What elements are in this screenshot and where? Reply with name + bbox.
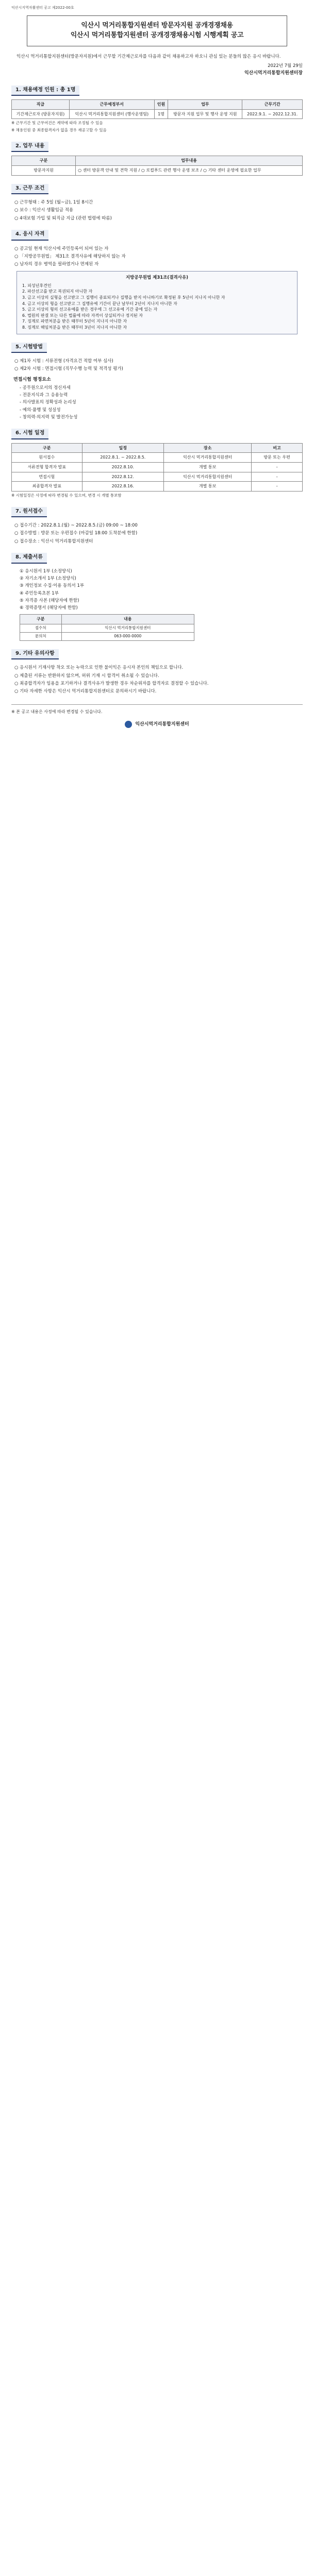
list-item: ○ 접수방법 : 방문 또는 우편접수 (마감일 18:00 도착분에 한함) bbox=[14, 531, 138, 536]
table-header: 근무기간 bbox=[242, 100, 303, 110]
list-item: ○ 제출된 서류는 반환하지 않으며, 허위 기재 시 합격이 취소될 수 있습니다. bbox=[14, 673, 159, 679]
table-cell: 서류전형 합격자 발표 bbox=[12, 462, 82, 472]
section-head: 8. 제출서류 bbox=[11, 553, 47, 564]
duties-table bbox=[11, 156, 303, 175]
list-item: ○ 최종합격자가 임용을 포기하거나 결격사유가 발생한 경우 차순위자를 합격자로 결정할 수 있습니다. bbox=[14, 681, 209, 686]
table-row bbox=[12, 462, 303, 472]
table-cell: 방문자지원 bbox=[12, 166, 76, 176]
list-item: ○ 보수 : 익산시 생활임금 적용 bbox=[14, 208, 74, 213]
section-exam-method bbox=[11, 343, 303, 421]
table-header: 비고 bbox=[252, 443, 303, 453]
table-cell: 익산시 먹거리통합지원센터 bbox=[61, 624, 194, 633]
table-header: 인원 bbox=[154, 100, 168, 110]
section-documents bbox=[11, 553, 303, 641]
contact-table bbox=[20, 614, 194, 640]
list-item: 4. 금고 이상의 형을 선고받고 그 집행유예 기간이 끝난 날부터 2년이 지나지 아니한 자 bbox=[22, 301, 177, 306]
table-row bbox=[20, 624, 194, 633]
list-item: 8. 징계로 해임처분을 받은 때부터 3년이 지나지 아니한 자 bbox=[22, 325, 127, 330]
table-cell: - bbox=[252, 482, 303, 492]
table-cell: 063-000-0000 bbox=[61, 632, 194, 640]
page-title-line2: 익산시 먹거리통합지원센터 공개경쟁채용시험 시행계획 공고 bbox=[70, 31, 244, 39]
table-header: 업무 bbox=[168, 100, 242, 110]
table-cell: - bbox=[252, 462, 303, 472]
section-head: 3. 근무 조건 bbox=[11, 184, 48, 195]
schedule-table bbox=[11, 443, 303, 492]
table-header: 근무예정부서 bbox=[69, 100, 154, 110]
list-item: ○ 근무형태 : 주 5일 (월~금), 1일 8시간 bbox=[14, 200, 93, 206]
section-application bbox=[11, 507, 303, 545]
footer-org bbox=[11, 721, 303, 728]
table-header: 업무내용 bbox=[76, 156, 303, 166]
table-row bbox=[20, 632, 194, 640]
list-item: - 의사발표의 정확성과 논리성 bbox=[20, 400, 76, 405]
list-item: ○ 「지방공무원법」 제31조 결격사유에 해당하지 않는 자 bbox=[14, 253, 126, 259]
list-item: ③ 개인정보 수집·이용 동의서 1부 bbox=[20, 583, 85, 589]
recruitment-table bbox=[11, 99, 303, 119]
table-header: 직급 bbox=[12, 100, 70, 110]
table-row bbox=[12, 453, 303, 463]
section-recruitment bbox=[11, 86, 303, 133]
section-head: 4. 응시 자격 bbox=[11, 230, 48, 241]
page-title-line1: 익산시 먹거리통합지원센터 방문자지원 공개경쟁채용 bbox=[81, 22, 233, 30]
table-header: 내용 bbox=[61, 615, 194, 624]
list-item: - 전문지식과 그 응용능력 bbox=[20, 393, 68, 398]
list-item: ② 자기소개서 1부 (소정양식) bbox=[20, 575, 76, 581]
footer-org-name: 익산시먹거리통합지원센터 bbox=[135, 721, 189, 727]
box-title: 지방공무원법 제31조(결격사유) bbox=[125, 275, 189, 280]
title-box bbox=[27, 15, 287, 46]
document-page bbox=[0, 0, 314, 743]
section-head: 1. 채용예정 인원 : 총 1명 bbox=[11, 86, 79, 96]
table-cell: 개별 통보 bbox=[164, 462, 252, 472]
table-cell: 면접시험 bbox=[12, 472, 82, 482]
table-cell: 최종합격자 발표 bbox=[12, 482, 82, 492]
table-cell: 접수처 bbox=[20, 624, 62, 633]
list-item: ○ 남자의 경우 병역을 필하였거나 면제된 자 bbox=[14, 262, 99, 267]
section-head: 6. 시험 일정 bbox=[11, 429, 48, 439]
table-cell: 기간제근로자 (방문자지원) bbox=[12, 109, 70, 119]
list-item: ⑤ 자격증 사본 (해당자에 한함) bbox=[20, 598, 79, 603]
table-cell: 익산시 먹거리통합지원센터 (행사운영팀) bbox=[69, 109, 154, 119]
list-item: 1. 피성년후견인 bbox=[22, 283, 52, 288]
table-cell: 원서접수 bbox=[12, 453, 82, 463]
table-cell: 익산시 먹거리통합지원센터 bbox=[164, 472, 252, 482]
list-item: ○ 접수기간 : 2022.8.1.(월) ~ 2022.8.5.(금) 09:00 ~ 18:00 bbox=[14, 523, 138, 529]
table-note: ※ 채용인원 중 최종합격자가 없을 경우 재공고할 수 있음 bbox=[11, 128, 107, 133]
intro-text: 익산시 먹거리통합지원센터(방문자지원)에서 근무할 기간제근로자를 다음과 같이 채용하고자 하오니 관심 있는 분들의 많은 응시 바랍니다. bbox=[16, 54, 281, 59]
list-item: ④ 주민등록초본 1부 bbox=[20, 590, 59, 596]
org-logo-icon bbox=[125, 721, 132, 728]
issuing-org: 익산시먹거리통합지원센터장 bbox=[244, 71, 303, 76]
list-item: ○ 응시원서 기재사항 착오 또는 누락으로 인한 불이익은 응시자 본인의 책임으로 합니다. bbox=[14, 665, 184, 671]
list-item: - 공무원으로서의 정신자세 bbox=[20, 385, 71, 391]
table-header: 구분 bbox=[12, 443, 82, 453]
list-item: - 예의·품행 및 성실성 bbox=[20, 407, 61, 413]
table-header: 구분 bbox=[12, 156, 76, 166]
section-head: 5. 시험방법 bbox=[11, 343, 47, 353]
table-row bbox=[12, 482, 303, 492]
list-item: ⑥ 경력증명서 (해당자에 한함) bbox=[20, 605, 78, 611]
section-duties bbox=[11, 142, 303, 176]
section-head: 2. 업무 내용 bbox=[11, 142, 48, 152]
section-head: 9. 기타 유의사항 bbox=[11, 649, 59, 660]
table-header: 구분 bbox=[20, 615, 62, 624]
table-cell: 2022.8.10. bbox=[82, 462, 164, 472]
list-item: ○ 4대보험 가입 및 퇴직금 지급 (관련 법령에 따름) bbox=[14, 215, 112, 221]
footer bbox=[11, 704, 303, 728]
table-cell: 방문 또는 우편 bbox=[252, 453, 303, 463]
list-item: ○ 제2차 시험 : 면접시험 (직무수행 능력 및 적격성 평가) bbox=[14, 366, 123, 372]
list-item: ○ 기타 자세한 사항은 익산시 먹거리통합지원센터로 문의하시기 바랍니다. bbox=[14, 689, 157, 694]
table-cell: 익산시 먹거리통합지원센터 bbox=[164, 453, 252, 463]
list-item: ① 응시원서 1부 (소정양식) bbox=[20, 568, 72, 574]
list-item: - 창의력·의지력 및 발전가능성 bbox=[20, 414, 78, 420]
list-item: ○ 공고일 현재 익산시에 주민등록이 되어 있는 자 bbox=[14, 246, 109, 251]
list-item: 2. 파산선고를 받고 복권되지 아니한 자 bbox=[22, 289, 93, 294]
table-cell: 2022.8.16. bbox=[82, 482, 164, 492]
table-cell: 개별 통보 bbox=[164, 482, 252, 492]
section-eligibility bbox=[11, 230, 303, 334]
disqualification-box bbox=[16, 271, 298, 334]
table-header: 일정 bbox=[82, 443, 164, 453]
section-schedule bbox=[11, 429, 303, 498]
table-cell: 2022.9.1. ~ 2022.12.31. bbox=[242, 109, 303, 119]
table-note: ※ 근무기간 및 근무여건은 계약에 따라 조정될 수 있음 bbox=[11, 121, 103, 126]
list-item: 6. 법원의 판결 또는 다른 법률에 따라 자격이 상실되거나 정지된 자 bbox=[22, 313, 143, 318]
table-note: ※ 시험일정은 사정에 따라 변경될 수 있으며, 변경 시 개별 통보함 bbox=[11, 493, 122, 498]
section-notes bbox=[11, 649, 303, 695]
table-cell: 문의처 bbox=[20, 632, 62, 640]
table-cell: 2022.8.1. ~ 2022.8.5. bbox=[82, 453, 164, 463]
table-row bbox=[12, 109, 303, 119]
section-conditions bbox=[11, 184, 303, 222]
notice-number: 익산시지역자활센터 공고 제2022-00호 bbox=[11, 6, 74, 10]
sub-heading: 면접시험 평정요소 bbox=[13, 377, 51, 382]
list-item: 5. 금고 이상의 형의 선고유예를 받은 경우에 그 선고유예 기간 중에 있는 자 bbox=[22, 307, 158, 312]
footer-note: ※ 본 공고 내용은 사정에 따라 변경될 수 있습니다. bbox=[11, 709, 103, 714]
table-cell: 방문자 지원 업무 및 행사 운영 지원 bbox=[168, 109, 242, 119]
list-item: ○ 접수장소 : 익산시 먹거리통합지원센터 bbox=[14, 538, 93, 544]
table-cell: 1명 bbox=[154, 109, 168, 119]
list-item: 3. 금고 이상의 실형을 선고받고 그 집행이 종료되거나 집행을 받지 아니하기로 확정된 후 5년이 지나지 아니한 자 bbox=[22, 295, 225, 300]
section-head: 7. 원서접수 bbox=[11, 507, 47, 518]
table-cell: 2022.8.12. bbox=[82, 472, 164, 482]
notice-date: 2022년 7월 29일 bbox=[268, 63, 303, 69]
table-row bbox=[12, 166, 303, 176]
table-cell: - bbox=[252, 472, 303, 482]
table-row bbox=[12, 472, 303, 482]
table-header: 장소 bbox=[164, 443, 252, 453]
list-item: ○ 제1차 시험 : 서류전형 (자격요건 적합 여부 심사) bbox=[14, 359, 113, 364]
table-cell: ○ 센터 방문객 안내 및 견학 지원 / ○ 로컬푸드 관련 행사 운영 보조 / ○ 기타 센터 운영에 필요한 업무 bbox=[76, 166, 303, 176]
list-item: 7. 징계로 파면처분을 받은 때부터 5년이 지나지 아니한 자 bbox=[22, 319, 127, 324]
